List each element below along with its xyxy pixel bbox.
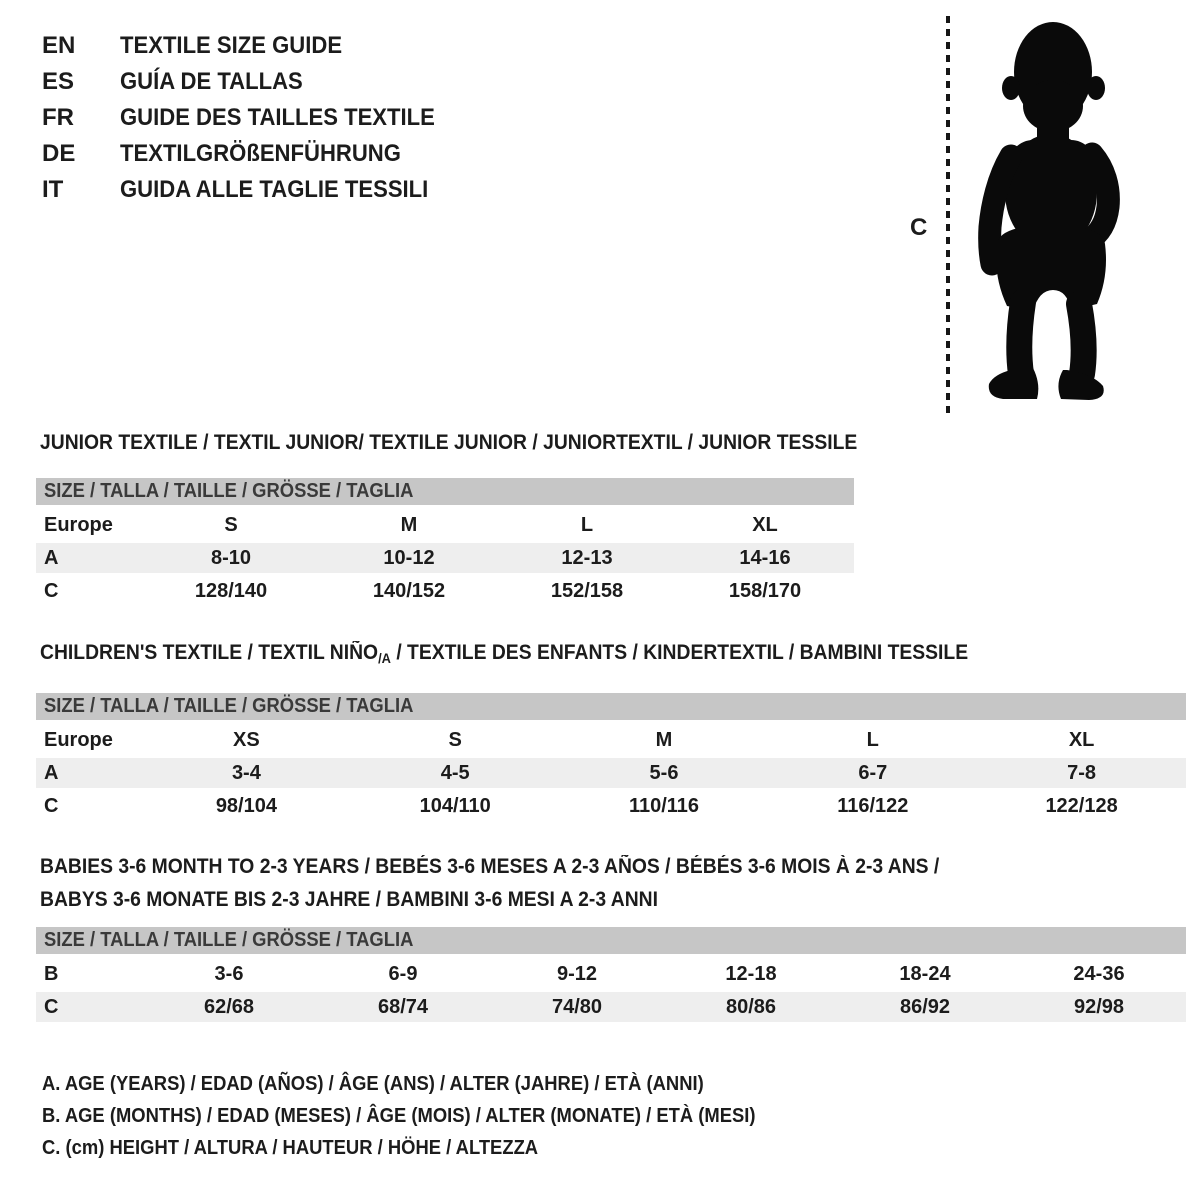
table-cell: XL xyxy=(1068,728,1095,751)
table-cell: 24-36 xyxy=(1073,962,1125,985)
row-label: A xyxy=(44,546,59,569)
row-label: C xyxy=(44,995,59,1018)
guide-title-it: GUIDA ALLE TAGLIE TESSILI xyxy=(120,176,429,203)
table-row-age xyxy=(36,543,854,573)
table-cell: 12-13 xyxy=(561,546,613,569)
row-label: A xyxy=(44,761,59,784)
table-cell: 6-9 xyxy=(388,962,418,985)
table-cell: 14-16 xyxy=(739,546,791,569)
table-row-europe xyxy=(36,510,854,540)
table-cell: 98/104 xyxy=(215,794,277,817)
table-cell: S xyxy=(448,728,462,751)
table-cell: XS xyxy=(233,728,260,751)
legend-line-a: A. AGE (YEARS) / EDAD (AÑOS) / ÂGE (ANS) / ALTER (JAHRE) / ETÀ (ANNI) xyxy=(42,1073,704,1095)
language-code: IT xyxy=(42,176,64,203)
row-label: B xyxy=(44,962,59,985)
language-row-en xyxy=(42,28,462,64)
height-measure-label: C xyxy=(910,214,928,241)
table-cell: 68/74 xyxy=(377,995,429,1018)
table-cell: 18-24 xyxy=(899,962,951,985)
table-cell: 12-18 xyxy=(725,962,777,985)
table-cell: M xyxy=(655,728,673,751)
guide-title-es: GUÍA DE TALLAS xyxy=(120,68,303,95)
legend-block xyxy=(42,1068,818,1164)
guide-title-fr: GUIDE DES TAILLES TEXTILE xyxy=(120,104,435,131)
table-cell: 92/98 xyxy=(1073,995,1125,1018)
legend-line-b: B. AGE (MONTHS) / EDAD (MESES) / ÂGE (MOIS) / ALTER (MONATE) / ETÀ (MESI) xyxy=(42,1105,756,1127)
size-header-bar: SIZE / TALLA / TAILLE / GRÖSSE / TAGLIA xyxy=(36,478,854,505)
table-cell: XL xyxy=(752,513,778,536)
section-junior-textile xyxy=(36,431,858,609)
baby-silhouette-icon xyxy=(963,12,1139,412)
table-cell: S xyxy=(224,513,238,536)
table-cell: 128/140 xyxy=(194,579,268,602)
section-title: BABIES 3-6 MONTH TO 2-3 YEARS / BEBÉS 3-6 MESES A 2-3 AÑOS / BÉBÉS 3-6 MOIS À 2-3 ANS / BABYS 3-6 MONATE BIS 2-3 JAHRE / BAMBINI 3-6 MESI A 2-3 ANNI xyxy=(40,855,940,911)
language-code: FR xyxy=(42,104,74,131)
language-title-block xyxy=(42,28,462,208)
guide-title-en: TEXTILE SIZE GUIDE xyxy=(120,32,343,59)
size-header-bar: SIZE / TALLA / TAILLE / GRÖSSE / TAGLIA xyxy=(36,693,1186,720)
table-cell: 110/116 xyxy=(628,794,700,817)
table-cell: 86/92 xyxy=(899,995,951,1018)
table-cell: 5-6 xyxy=(649,761,679,784)
row-label: Europe xyxy=(44,728,113,751)
row-label: C xyxy=(44,794,59,817)
table-cell: 7-8 xyxy=(1067,761,1097,784)
section-babies-textile xyxy=(36,850,1186,1025)
table-cell: 140/152 xyxy=(372,579,446,602)
table-cell: 8-10 xyxy=(210,546,252,569)
table-row-height xyxy=(36,791,1186,821)
table-row-height xyxy=(36,992,1186,1022)
table-cell: L xyxy=(866,728,879,751)
table-cell: 3-6 xyxy=(214,962,244,985)
table-cell: 158/170 xyxy=(728,579,802,602)
table-cell: 74/80 xyxy=(551,995,603,1018)
table-cell: 62/68 xyxy=(203,995,255,1018)
section-childrens-textile xyxy=(36,642,1186,824)
language-row-de xyxy=(42,136,462,172)
table-row-europe xyxy=(36,725,1186,755)
language-code: DE xyxy=(42,140,76,167)
section-title: CHILDREN'S TEXTILE / TEXTIL NIÑO/A / TEXTILE DES ENFANTS / KINDERTEXTIL / BAMBINI TESSILE xyxy=(40,641,969,666)
language-code: EN xyxy=(42,32,76,59)
table-cell: 122/128 xyxy=(1045,794,1118,817)
language-row-es xyxy=(42,64,462,100)
table-cell: 10-12 xyxy=(383,546,435,569)
row-label: Europe xyxy=(44,513,113,536)
table-cell: 4-5 xyxy=(440,761,470,784)
language-code: ES xyxy=(42,68,75,95)
table-row-age-months xyxy=(36,959,1186,989)
table-cell: 116/122 xyxy=(837,794,909,817)
table-row-height xyxy=(36,576,854,606)
table-cell: 6-7 xyxy=(858,761,888,784)
table-cell: 80/86 xyxy=(725,995,777,1018)
size-header-bar: SIZE / TALLA / TAILLE / GRÖSSE / TAGLIA xyxy=(36,927,1186,954)
row-label: C xyxy=(44,579,59,602)
table-cell: 104/110 xyxy=(419,794,491,817)
table-cell: M xyxy=(400,513,418,536)
height-measure-line xyxy=(946,16,950,414)
table-cell: 3-4 xyxy=(231,761,261,784)
language-row-it xyxy=(42,172,462,208)
guide-title-de: TEXTILGRÖßENFÜHRUNG xyxy=(120,140,401,167)
table-cell: 9-12 xyxy=(556,962,598,985)
legend-line-c: C. (cm) HEIGHT / ALTURA / HAUTEUR / HÖHE / ALTEZZA xyxy=(42,1137,539,1159)
section-title: JUNIOR TEXTILE / TEXTIL JUNIOR/ TEXTILE JUNIOR / JUNIORTEXTIL / JUNIOR TESSILE xyxy=(40,431,858,454)
language-row-fr xyxy=(42,100,462,136)
table-row-age xyxy=(36,758,1186,788)
table-cell: L xyxy=(580,513,594,536)
table-cell: 152/158 xyxy=(550,579,624,602)
